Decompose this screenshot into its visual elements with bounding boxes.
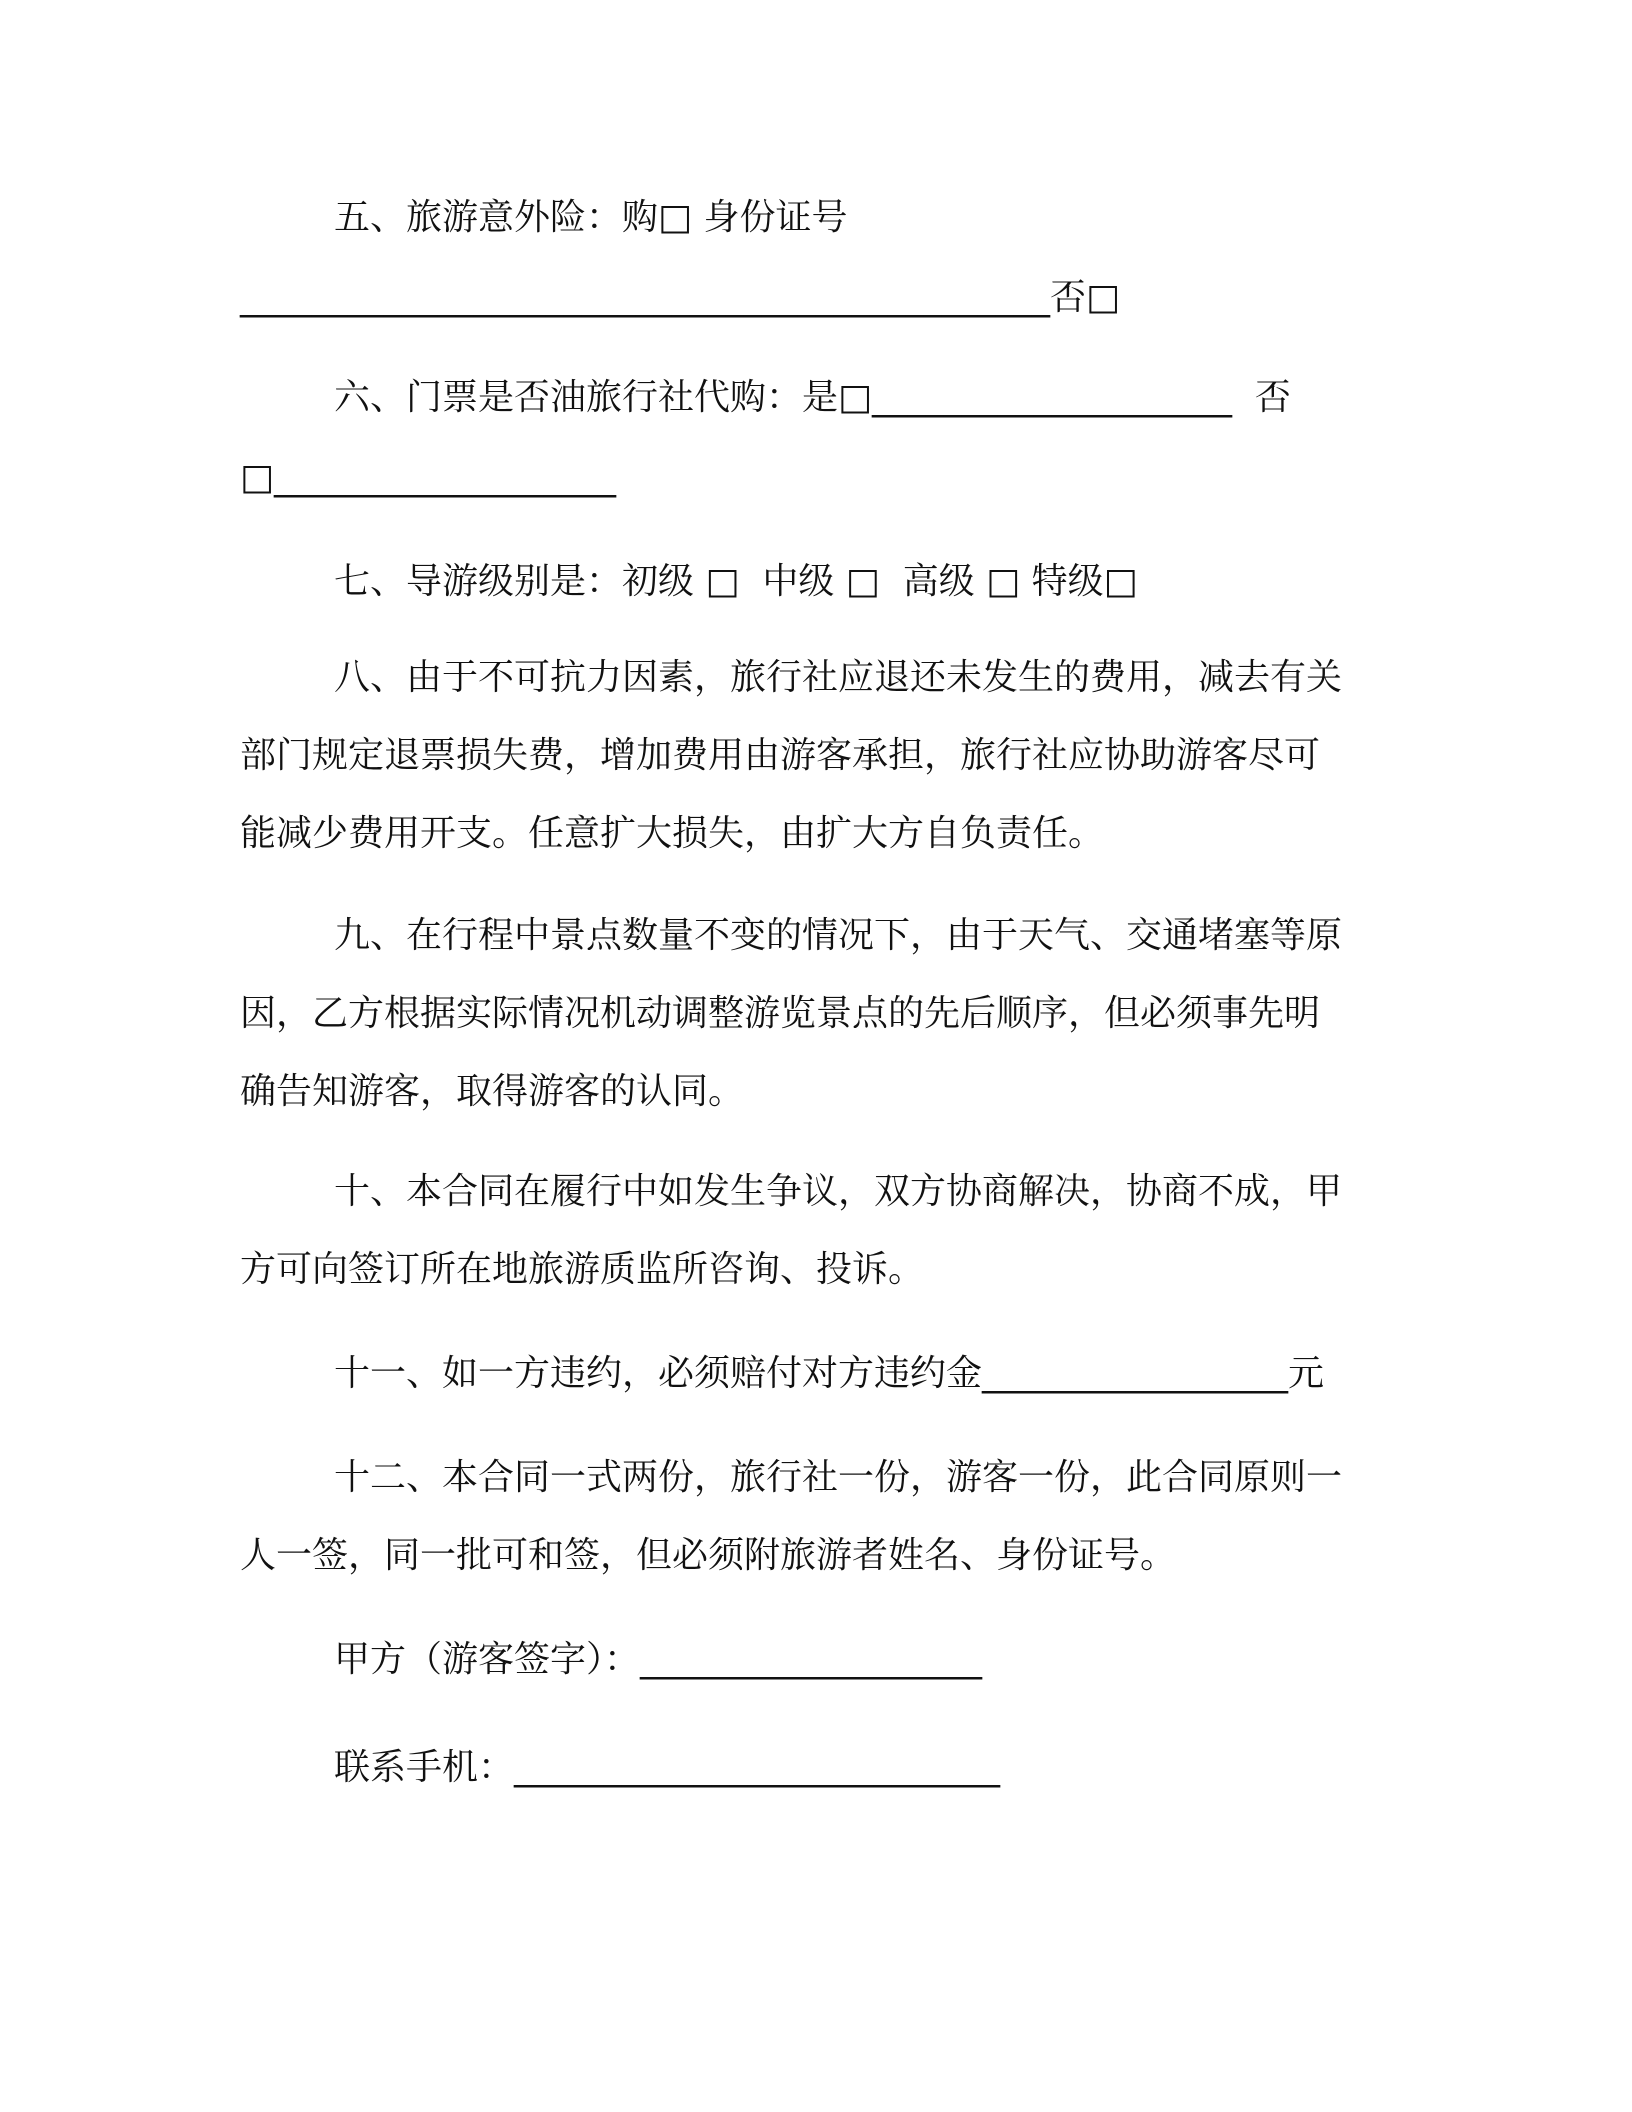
clause-8-line1: 八、由于不可抗力因素，旅行社应退还未发生的费用，减去有关 [334,657,1343,698]
clause-6-tickets-line2: □___________________ [240,457,617,498]
clause-9-line1: 九、在行程中景点数量不变的情况下，由于天气、交通堵塞等原 [334,915,1343,956]
clause-5-insurance-line1: 五、旅游意外险：购□ 身份证号 [334,197,848,238]
clause-9-line3: 确告知游客，取得游客的认同。 [240,1071,745,1112]
clause-6-tickets-line1: 六、门票是否油旅行社代购：是□____________________ 否 [334,377,1291,418]
clause-7-guide-level: 七、导游级别是：初级 □ 中级 □ 高级 □ 特级□ [334,561,1138,602]
clause-10-line2: 方可向签订所在地旅游质监所咨询、投诉。 [240,1249,925,1290]
clause-8-line3: 能减少费用开支。任意扩大损失，由扩大方自负责任。 [240,813,1105,854]
clause-12-line1: 十二、本合同一式两份，旅行社一份，游客一份，此合同原则一 [334,1457,1343,1498]
party-a-signature-line: 甲方（游客签字）：___________________ [334,1639,983,1680]
contact-phone-line: 联系手机：___________________________ [334,1747,1001,1788]
clause-10-line1: 十、本合同在履行中如发生争议，双方协商解决，协商不成，甲 [334,1171,1343,1212]
clause-9-line2: 因，乙方根据实际情况机动调整游览景点的先后顺序，但必须事先明 [240,993,1321,1034]
clause-12-line2: 人一签，同一批可和签，但必须附旅游者姓名、身份证号。 [240,1535,1177,1576]
clause-8-line2: 部门规定退票损失费，增加费用由游客承担，旅行社应协助游客尽可 [240,735,1321,776]
clause-5-insurance-line2: _____________________________________________否□ [240,277,1121,318]
clause-11-penalty: 十一、如一方违约，必须赔付对方违约金_________________元 [334,1353,1325,1394]
